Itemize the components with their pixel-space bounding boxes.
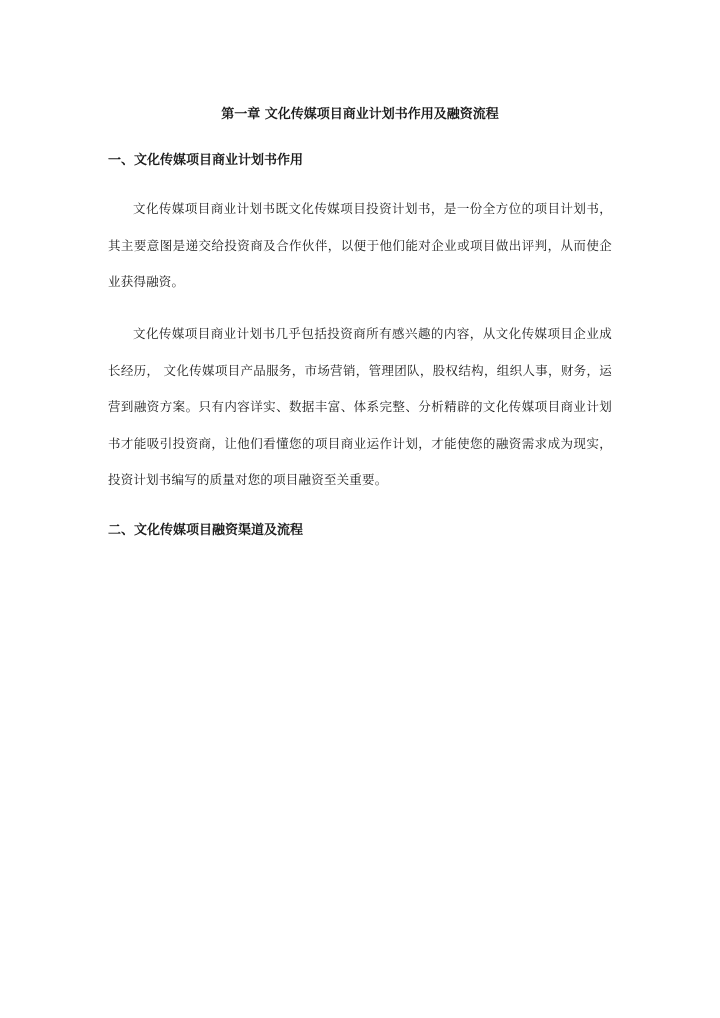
section-heading-financing: 二、文化传媒项目融资渠道及流程 <box>108 523 304 538</box>
chapter-title: 第一章 文化传媒项目商业计划书作用及融资流程 <box>221 107 499 122</box>
paragraph-purpose-1: 文化传媒项目商业计划书既文化传媒项目投资计划书，是一份全方位的项目计划书，其主要意图是递交给投资商及合作伙伴，以便于他们能对企业或项目做出评判，从而使企业获得融资。 <box>108 201 612 289</box>
section-heading-purpose: 一、文化传媒项目商业计划书作用 <box>108 153 304 168</box>
paragraph-purpose-2: 文化传媒项目商业计划书几乎包括投资商所有感兴趣的内容，从文化传媒项目企业成长经历， 文化传媒项目产品服务，市场营销，管理团队，股权结构，组织人事，财务，运营到融资方案。只有内容详实、数据丰富、体系完整、分析精辟的文化传媒项目商业计划书才能吸引投资商，让他们看懂您的项目商业运作计划，才能使您的融资需求成为现实，投资计划书编写的质量对您的项目融资至关重要。 <box>108 326 612 487</box>
